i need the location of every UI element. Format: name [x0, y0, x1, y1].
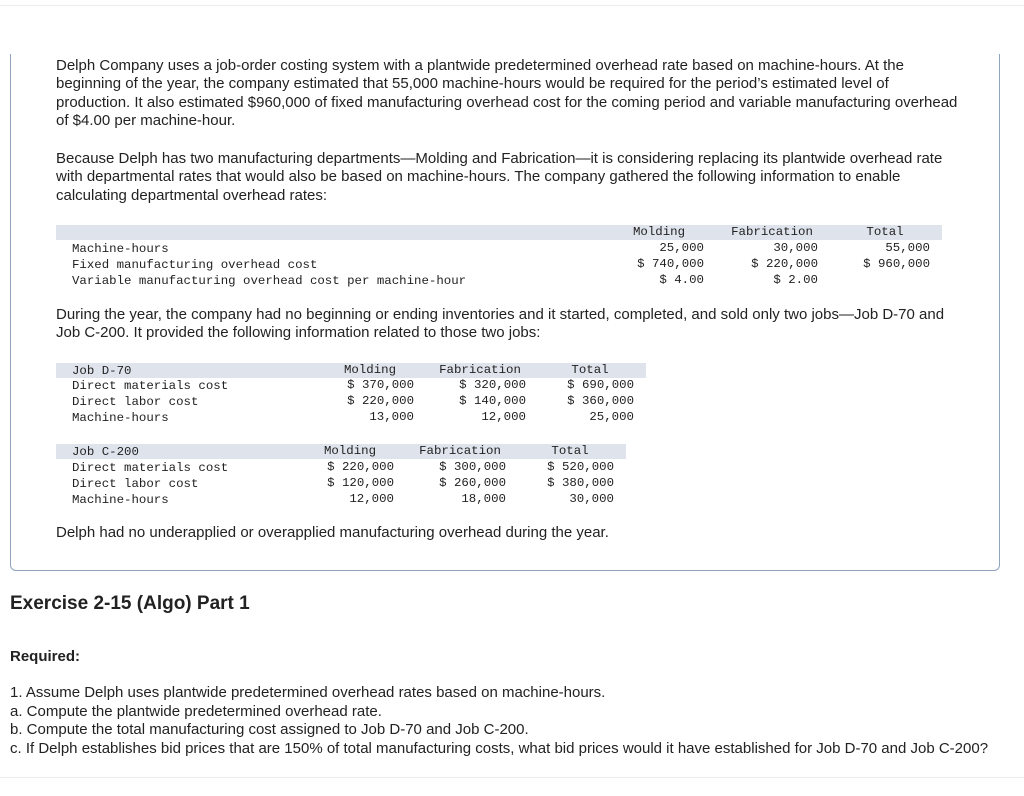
dept-cell: $ 740,000	[637, 257, 704, 271]
dept-row-label: Variable manufacturing overhead cost per machine-hour	[72, 274, 467, 288]
dept-header-fabrication: Fabrication	[731, 225, 813, 239]
required-item: b. Compute the total manufacturing cost assigned to Job D-70 and Job C-200.	[10, 721, 529, 739]
job-c200-header-fabrication: Fabrication	[419, 444, 501, 458]
dept-cell: 25,000	[659, 241, 704, 255]
job-d70-cell: 13,000	[369, 410, 414, 424]
job-c200-title: Job C-200	[72, 445, 139, 459]
required-item: c. If Delph establishes bid prices that are 150% of total manufacturing costs, what bid prices would it have established for Job D-70 and Job C-200?	[10, 739, 989, 757]
job-d70-cell: 12,000	[481, 410, 526, 424]
dept-cell: $ 2.00	[773, 273, 818, 287]
job-c200-cell: $ 520,000	[547, 460, 614, 474]
job-d70-header-fabrication: Fabrication	[439, 363, 521, 377]
job-d70-header-total: Total	[571, 363, 609, 377]
required-list	[10, 684, 1015, 758]
intro-paragraph-2: Because Delph has two manufacturing departments—Molding and Fabrication—it is considering replacing its plantwide overhead rate with departmental rates that would also be based on machine-hours. The company gathered the following information to enable calculating departmental overhead rates:	[56, 150, 943, 204]
dept-row-label: Machine-hours	[72, 242, 169, 256]
job-c200-row-label: Direct labor cost	[72, 477, 199, 491]
job-d70-row-label: Machine-hours	[72, 411, 169, 425]
job-d70-cell: $ 320,000	[459, 378, 526, 392]
dept-row-label: Fixed manufacturing overhead cost	[72, 258, 318, 272]
job-c200-cell: 18,000	[461, 492, 506, 506]
job-c200-cell: $ 120,000	[327, 476, 394, 490]
job-c200-cell: $ 300,000	[439, 460, 506, 474]
job-d70-cell: 25,000	[589, 410, 634, 424]
top-divider	[0, 5, 1024, 6]
bottom-toolbar-edge	[0, 777, 1024, 796]
job-c200-cell: $ 380,000	[547, 476, 614, 490]
intro-paragraph-1: Delph Company uses a job-order costing system with a plantwide predetermined overhead rate based on machine-hours. At the beginning of the year, the company estimated that 55,000 machine-hours would be required for the period’s estimated level of production. It also estimated $960,000 of fixed manufacturing overhead cost for the coming period and variable manufacturing overhead of $4.00 per machine-hour.	[56, 57, 958, 130]
dept-header-molding: Molding	[632, 225, 686, 239]
job-c200-cell: 30,000	[569, 492, 614, 506]
required-item: 1. Assume Delph uses plantwide predetermined overhead rates based on machine-hours.	[10, 684, 606, 701]
required-label: Required:	[10, 648, 81, 665]
required-item: a. Compute the plantwide predetermined overhead rate.	[10, 702, 382, 720]
job-c200-cell: $ 220,000	[327, 460, 394, 474]
job-d70-row-label: Direct materials cost	[72, 379, 229, 393]
job-c200-header-molding: Molding	[323, 444, 377, 458]
job-d70-title: Job D-70	[72, 364, 132, 378]
exercise-title: Exercise 2-15 (Algo) Part 1	[10, 593, 250, 614]
job-d70-cell: $ 690,000	[567, 378, 634, 392]
dept-cell: $ 960,000	[863, 257, 930, 271]
job-c200-row-label: Direct materials cost	[72, 461, 229, 475]
job-d70-cell: $ 370,000	[347, 378, 414, 392]
intro-paragraph-4: Delph had no underapplied or overapplied manufacturing overhead during the year.	[56, 524, 609, 541]
job-c200-cell: $ 260,000	[439, 476, 506, 490]
job-c200-cell: 12,000	[349, 492, 394, 506]
job-c200-header-total: Total	[551, 444, 589, 458]
intro-paragraph-3: During the year, the company had no beginning or ending inventories and it started, completed, and sold only two jobs—Job D-70 and Job C-200. It provided the following information related to those two jobs:	[56, 306, 945, 342]
job-d70-cell: $ 360,000	[567, 394, 634, 408]
job-c200-row-label: Machine-hours	[72, 493, 169, 507]
dept-cell: $ 220,000	[751, 257, 818, 271]
dept-cell: 30,000	[773, 241, 818, 255]
job-d70-cell: $ 140,000	[459, 394, 526, 408]
job-d70-header-molding: Molding	[343, 363, 397, 377]
dept-cell: 55,000	[885, 241, 930, 255]
dept-header-total: Total	[866, 225, 904, 239]
job-d70-row-label: Direct labor cost	[72, 395, 199, 409]
dept-cell: $ 4.00	[659, 273, 704, 287]
job-d70-cell: $ 220,000	[347, 394, 414, 408]
